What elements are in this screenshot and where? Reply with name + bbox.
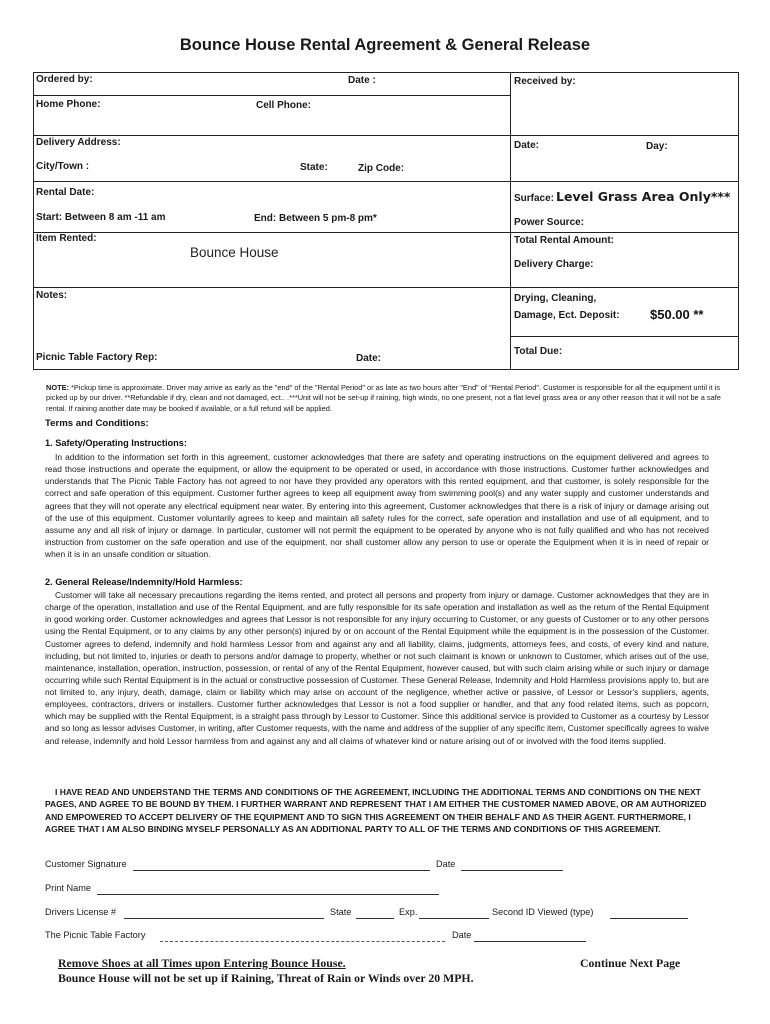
signature-date-label: Date: [436, 859, 456, 869]
agreement-text: I HAVE READ AND UNDERSTAND THE TERMS AND CONDITIONS OF THE AGREEMENT, INCLUDING THE ADDITIONAL TERMS AND CONDITIONS ON THE NEXT PAGES, AND AGREE TO BE BOUND BY THEM. I FURTHER WARRANT AND REPRESENT THAT I AM EITHER THE CUSTOMER NAMED ABOVE, OR AM AUTHORIZED AND EMPOWERED TO ACCEPT DELIVERY OF THE EQUIPMENT AND TO SIGN THIS AGREEMENT ON THEIR BEHALF AND AS THEIR AGENT. FURTHERMORE, I AGREE THAT I AM ALSO BINDING MYSELF PERSONALLY AS AN ADDITIONAL PARTY TO ALL OF THE TERMS AND CONDITIONS OF THIS AGREEMENT.: [45, 787, 707, 835]
divider: [33, 95, 511, 96]
section2-text: Customer will take all necessary precautions regarding the items rented, and protect all persons and property from injury or damage. Customer acknowledges that they are in charge of the operation, installation and use of the Rental Equipment, and are fully responsible for its safe operation and installation as well as the return of the Rental Equipment in good working order. Customer acknowledges and agrees that Lessor is not responsible for any injury occurring to Customer, or any guests of Customer or to any other persons using the Rental Equipment, or to any claims by any other person(s) injured by or on account of the Rental Equipment while the equipment is in the possession of the Customer. Customer agrees to defend, indemnify and hold harmless Lessor from and against any and all liability, claims, judgments, attorneys fees, and costs, of every kind and nature, including, but not limited to, injuries or death to persons and/or damage to property, whether or not such claimant is known or unknown to Customer, which arises out of the use, maintenance, installation, operation, instruction, possession, or rental of any of the Rental Equipment, however caused, but with such claim arising while or such injury or damage occurring while such Rental Equipment is in the actual or constructive possession of Customer. These General Release, Indemnity and Hold Harmless provisions apply to, but are not limited to, any injury, death, damage, claim or liability which may arise on account of the negligence, whether active or passive, of Lessor or Lessor's suppliers, agents, employees, contractors, drivers or installers. Customer further acknowledges that Lessor is not a food supplier or handler, and that any food related items, such as popcorn, which may be supplied with the Rental Equipment, is a straight pass through by Lessor to Customer. Since this additional service is provided to Customer as a courtesy by Lessor and so long as lessor advises Customer, in writing, after Customer requests, with the name and address of the supplier of any specific item, Customer specifically agrees to waive and release, indemnify and hold Lessor harmless from and against any and all claims of whatever kind or nature arising out of or involved with the food items supplied.: [45, 590, 709, 746]
rep-date-label: Date:: [356, 353, 382, 364]
delivery-date-label: Date:: [514, 140, 540, 151]
rental-date-label: Rental Date:: [36, 187, 95, 198]
city-town-label: City/Town :: [36, 161, 90, 172]
divider: [33, 135, 739, 136]
note-body: *Pickup time is approximate. Driver may arrive as early as the "end" of the "Rental Period" or as late as two hours after "End" of "Rental Period". Customer is responsible for all the equipment until it is picked up by our driver. **Refundable if dry, clean and not damaged, ect.. .***Unit will not be set-up if raining, high winds, no one present, not a flat level grass area or any other reason that it will not be a safe rental. If raining another date may be booked if available, or a full refund will be applied.: [46, 383, 721, 413]
note-text: [46, 383, 730, 414]
deposit-amount: $50.00 **: [650, 307, 704, 322]
section1-text: In addition to the information set forth in this agreement, customer acknowledges that there are safety and operating instructions on the equipment delivered and agrees to read those instructions and operate the equipment, or allow the equipment to be operated or used, in accordance with those instructions. Customer further acknowledges and understands that The Picnic Table Factory has not agreed to nor have they provided any operators with this rented equipment, and that customer, is solely responsible for the correct and safe operation of this equipment. Customer further agrees to keep all equipment away from swimming pool(s) and any water supply and customer understands and agrees that they will not operate any electrical equipment near water. By entering into this agreement, Customer acknowledges that there is a risk of injury or damage arising out of the use of this equipment. Customer voluntarily agrees to keep and maintain all safety rules for the correct, safe operation and installation and use of all equipment, and to assume any and all risk of injury or damage. In particular, customer will not permit the equipment to be operated by anyone who is not fully qualified and who has not received instruction from customer on the safe operation and use of the equipment, nor shall customer allow any person to use or operate the Equipment when it is in need of repair or when it is in an unsafe condition or situation.: [45, 452, 709, 559]
document-title: Bounce House Rental Agreement & General Release: [179, 36, 591, 54]
delivery-charge-label: Delivery Charge:: [514, 259, 594, 270]
customer-signature-field[interactable]: [133, 870, 430, 871]
state-label: State:: [300, 162, 328, 173]
total-rental-amount-label: Total Rental Amount:: [514, 235, 614, 246]
item-rented-label: Item Rented:: [36, 233, 97, 244]
second-id-field[interactable]: [610, 918, 688, 919]
divider: [510, 336, 739, 337]
total-due-label: Total Due:: [514, 346, 563, 357]
company-date-field[interactable]: [474, 941, 586, 942]
drying-cleaning-label: Drying, Cleaning,: [514, 293, 597, 304]
power-source-label: Power Source:: [514, 217, 585, 228]
print-name-field[interactable]: [97, 894, 439, 895]
order-date-label: Date :: [348, 75, 376, 86]
footer-shoes-notice: Remove Shoes at all Times upon Entering Bounce House.: [58, 956, 346, 970]
note-label: NOTE:: [46, 383, 69, 392]
received-by-label: Received by:: [514, 76, 576, 87]
surface-value: Level Grass Area Only***: [556, 189, 731, 204]
signature-date-field[interactable]: [461, 870, 563, 871]
form-column-divider: [510, 72, 511, 370]
license-exp-label: Exp.: [399, 907, 418, 917]
delivery-address-label: Delivery Address:: [36, 137, 121, 148]
license-state-label: State: [330, 907, 352, 917]
ordered-by-label: Ordered by:: [36, 74, 93, 85]
section2-heading: 2. General Release/Indemnity/Hold Harmless:: [45, 577, 243, 587]
license-state-field[interactable]: [356, 918, 394, 919]
terms-heading: Terms and Conditions:: [45, 418, 149, 429]
footer-weather-notice: Bounce House will not be set up if Raining, Threat of Rain or Winds over 20 MPH.: [58, 971, 474, 985]
item-rented-value: Bounce House: [190, 245, 279, 260]
drivers-license-field[interactable]: [124, 918, 324, 919]
day-label: Day:: [646, 141, 668, 152]
print-name-label: Print Name: [45, 883, 91, 893]
cell-phone-label: Cell Phone:: [256, 100, 312, 111]
surface-label: Surface:: [514, 193, 555, 204]
company-date-label: Date: [452, 930, 472, 940]
zip-code-label: Zip Code:: [358, 163, 405, 174]
divider: [33, 287, 739, 288]
divider: [33, 181, 739, 182]
rep-label: Picnic Table Factory Rep:: [36, 352, 158, 363]
section1-heading: 1. Safety/Operating Instructions:: [45, 438, 187, 448]
drivers-license-label: Drivers License #: [45, 907, 116, 917]
divider: [33, 232, 739, 233]
company-signature-field[interactable]: [160, 941, 445, 942]
customer-signature-label: Customer Signature: [45, 859, 127, 869]
end-time-label: End: Between 5 pm-8 pm*: [254, 213, 377, 224]
start-time-label: Start: Between 8 am -11 am: [36, 212, 166, 223]
company-signature-label: The Picnic Table Factory: [45, 930, 146, 940]
continue-next-page: Continue Next Page: [580, 956, 681, 970]
home-phone-label: Home Phone:: [36, 99, 101, 110]
license-exp-field[interactable]: [419, 918, 489, 919]
damage-deposit-label: Damage, Ect. Deposit:: [514, 310, 620, 321]
notes-label: Notes:: [36, 290, 68, 301]
second-id-label: Second ID Viewed (type): [492, 907, 594, 917]
